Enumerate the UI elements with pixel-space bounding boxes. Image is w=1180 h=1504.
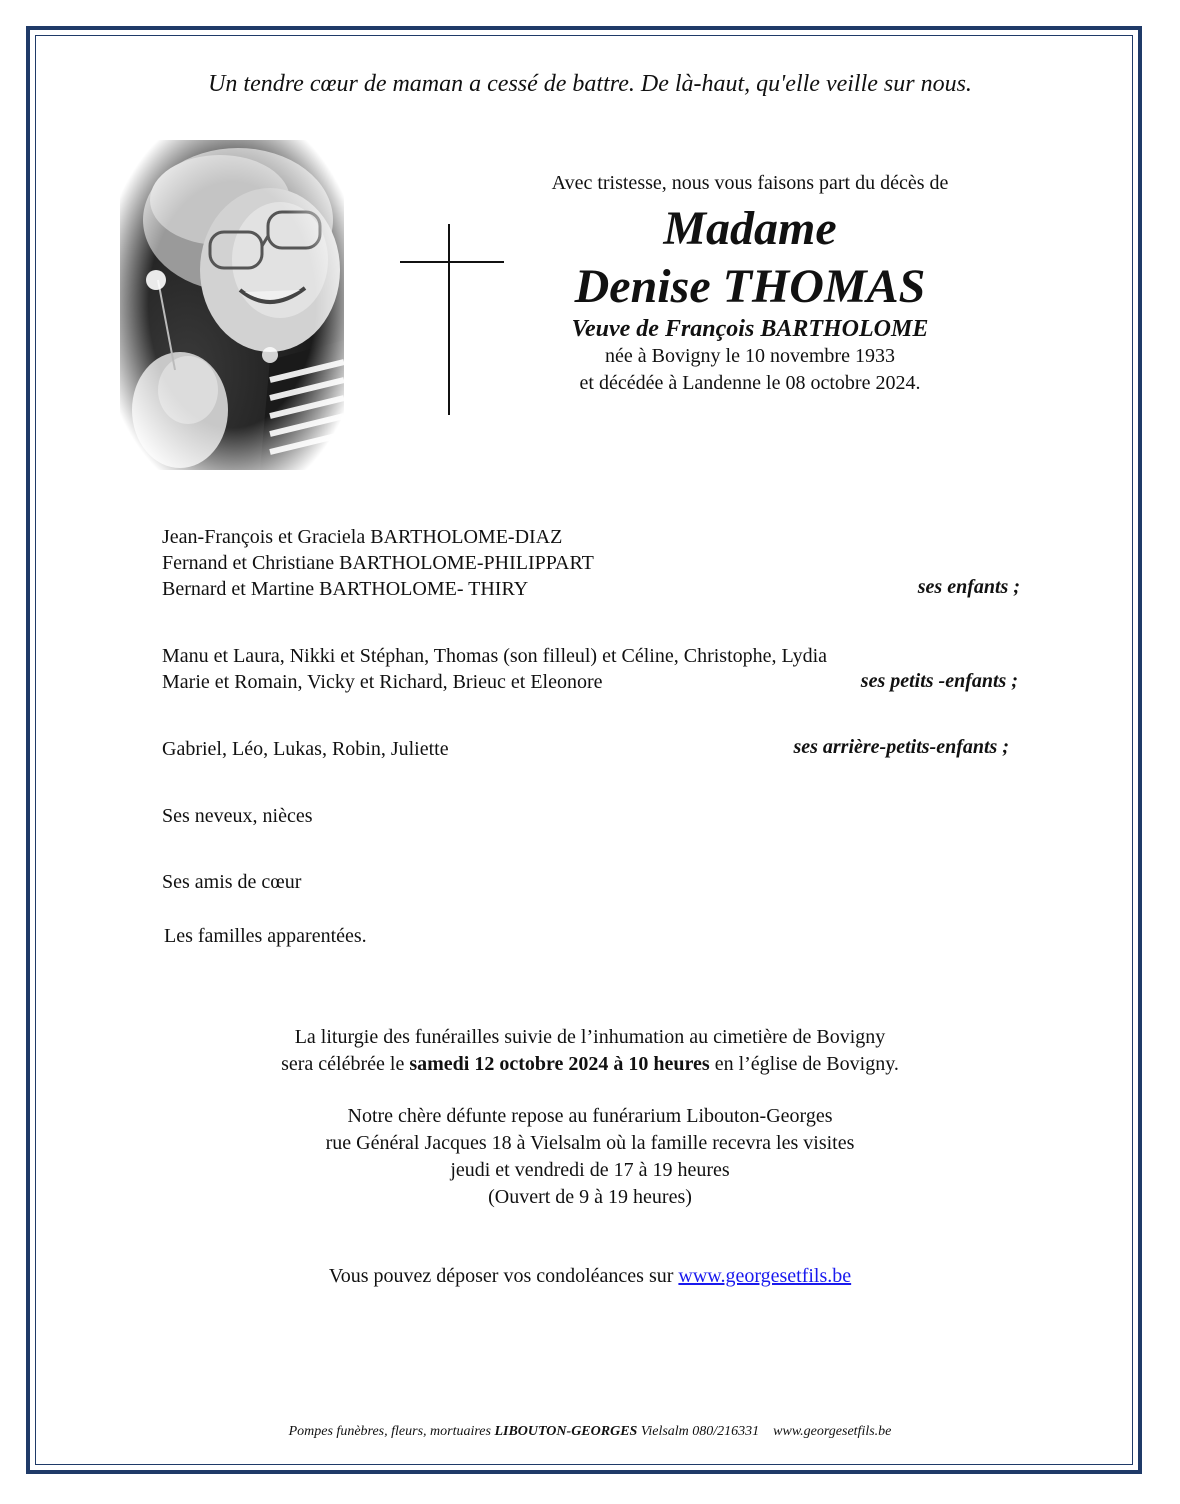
- funeral-line-1: La liturgie des funérailles suivie de l’inhumation au cimetière de Bovigny: [294, 1026, 886, 1048]
- funeral-date: samedi 12 octobre 2024 à 10 heures: [409, 1053, 710, 1075]
- relatives: Les familles apparentées.: [164, 925, 367, 947]
- funeral-info: [0, 1024, 1180, 1078]
- children-list: [162, 524, 594, 602]
- deceased-title: Madame: [663, 202, 837, 255]
- birth-info: née à Bovigny le 10 novembre 1933: [605, 345, 895, 367]
- grandchildren-label: ses petits -enfants ;: [860, 670, 1018, 692]
- visit-line-1: Notre chère défunte repose au funérarium Libouton-Georges: [347, 1105, 833, 1127]
- list-item: Jean-François et Graciela BARTHOLOME-DIAZ: [162, 526, 563, 548]
- condolences-text: Vous pouvez déposer vos condoléances sur: [328, 1265, 679, 1287]
- epigraph: Un tendre cœur de maman a cessé de battre. De là-haut, qu'elle veille sur nous.: [208, 71, 972, 97]
- visit-line-4: (Ouvert de 9 à 19 heures): [488, 1186, 692, 1208]
- great-grandchildren-label: ses arrière-petits-enfants ;: [793, 736, 1009, 758]
- condolences: [0, 1263, 1180, 1290]
- children-label: ses enfants ;: [917, 576, 1020, 598]
- death-info: et décédée à Landenne le 08 octobre 2024.: [579, 372, 921, 394]
- list-item: Marie et Romain, Vicky et Richard, Brieuc et Eleonore: [162, 671, 603, 693]
- list-item: Bernard et Martine BARTHOLOME- THIRY: [162, 578, 529, 600]
- funeral-line-2-post: en l’église de Bovigny.: [709, 1053, 899, 1075]
- funeral-line-2-pre: sera célébrée le: [281, 1053, 410, 1075]
- portrait-photo: [120, 140, 344, 470]
- footer-company: LIBOUTON-GEORGES: [494, 1424, 638, 1439]
- list-item: Manu et Laura, Nikki et Stéphan, Thomas (son filleul) et Céline, Christophe, Lydia: [162, 645, 828, 667]
- funeral-line-2: [0, 1051, 1180, 1078]
- footer-post: Vielsalm 080/216331 www.georgesetfils.be: [637, 1424, 892, 1439]
- visit-line-2: rue Général Jacques 18 à Vielsalm où la famille recevra les visites: [325, 1132, 855, 1154]
- friends: Ses amis de cœur: [162, 871, 302, 893]
- great-grandchildren: Gabriel, Léo, Lukas, Robin, Juliette: [162, 738, 449, 760]
- nephews: Ses neveux, nièces: [162, 805, 313, 827]
- list-item: Fernand et Christiane BARTHOLOME-PHILIPPART: [162, 552, 594, 574]
- visit-info: [0, 1103, 1180, 1211]
- visit-line-3: jeudi et vendredi de 17 à 19 heures: [450, 1159, 730, 1181]
- footer-pre: Pompes funèbres, fleurs, mortuaires: [288, 1424, 495, 1439]
- deceased-name: Denise THOMAS: [574, 260, 926, 313]
- announcement-intro: Avec tristesse, nous vous faisons part du décès de: [551, 172, 949, 194]
- condolences-link[interactable]: www.georgesetfils.be: [678, 1265, 852, 1287]
- widow-of: Veuve de François BARTHOLOME: [571, 316, 929, 342]
- footer: [0, 1424, 1180, 1440]
